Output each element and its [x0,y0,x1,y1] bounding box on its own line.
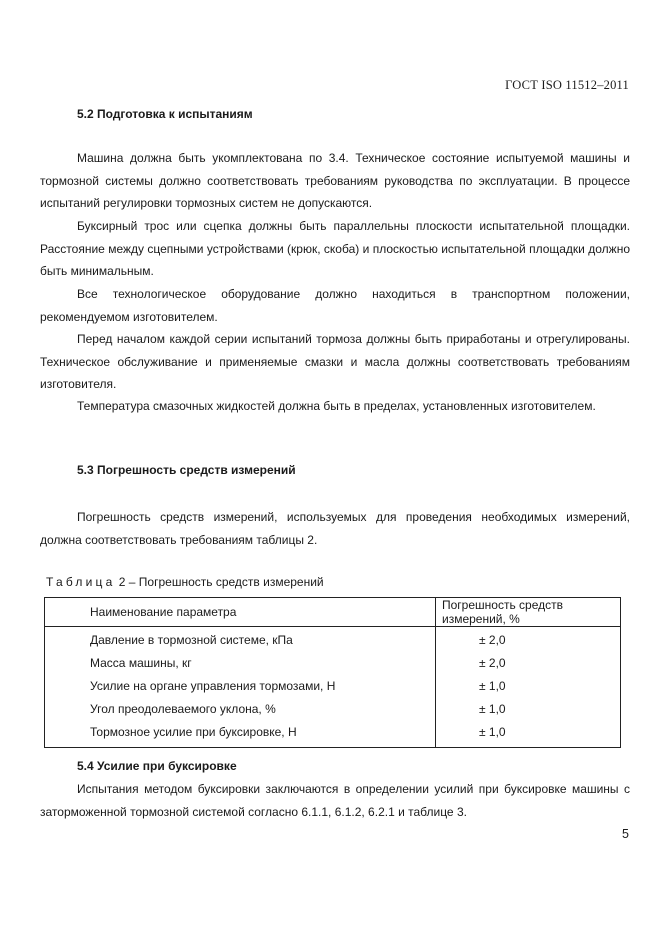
table-row [45,652,621,675]
paragraph-measurement-error: Погрешность средств измерений, используемых для проведения необходимых измерений, должна соответствовать требованиям таблицы 2. [40,510,630,547]
page-number: 5 [622,827,629,841]
paragraph-brake-run-in: Перед началом каждой серии испытаний тормоза должны быть приработаны и отрегулированы. Техническое обслуживание и применяемые смазки и масла должны соответствовать требованиям изготовителя. [40,332,630,392]
paragraph-towing-method: Испытания методом буксировки заключаются в определении усилий при буксировке машины с заторможенной тормозной системой согласно 6.1.1, 6.1.2, 6.2.1 и таблице 3. [40,782,630,819]
paragraph-fluid-temperature: Температура смазочных жидкостей должна быть в пределах, установленных изготовителем. [77,399,596,413]
table-cell-error: ± 1,0 [436,697,621,720]
paragraph-equipment-position: Все технологическое оборудование должно находиться в транспортном положении, рекомендуемом изготовителем. [40,287,630,324]
table-header-error: Погрешность средств измерений, % [436,598,621,627]
section-heading-5-4: 5.4 Усилие при буксировке [77,759,237,773]
table-cell-error: ± 1,0 [436,720,621,747]
table-header-parameter: Наименование параметра [45,598,436,627]
table-caption-title: 2 – Погрешность средств измерений [115,575,324,589]
table-caption [46,575,324,589]
paragraph-tow-rope: Буксирный трос или сцепка должны быть параллельны плоскости испытательной площадки. Расстояние между сцепными устройствами (крюк, скоба) и плоскостью испытательной площадки должно быть минимальным. [40,219,630,279]
table-row [45,697,621,720]
table-cell-error: ± 1,0 [436,675,621,698]
table-caption-word: Таблица [46,575,116,589]
table-cell-parameter: Тормозное усилие при буксировке, Н [45,720,436,747]
table-cell-parameter: Угол преодолеваемого уклона, % [45,697,436,720]
table-row [45,627,621,652]
table-cell-parameter: Давление в тормозной системе, кПа [45,627,436,652]
table-row [45,675,621,698]
paragraph-machine-equipment: Машина должна быть укомплектована по 3.4. Техническое состояние испытуемой машины и тормозной системы должно соответствовать требованиям руководства по эксплуатации. В процессе испытаний регулировки тормозных систем не допускаются. [40,151,630,211]
table-cell-parameter: Усилие на органе управления тормозами, Н [45,675,436,698]
table-measurement-errors [44,597,621,748]
table-cell-error: ± 2,0 [436,652,621,675]
table-cell-parameter: Масса машины, кг [45,652,436,675]
table-cell-error: ± 2,0 [436,627,621,652]
table-row [45,720,621,747]
section-heading-5-3: 5.3 Погрешность средств измерений [77,463,296,477]
section-heading-5-2: 5.2 Подготовка к испытаниям [77,107,253,121]
document-standard-header: ГОСТ ISO 11512–2011 [505,78,629,92]
